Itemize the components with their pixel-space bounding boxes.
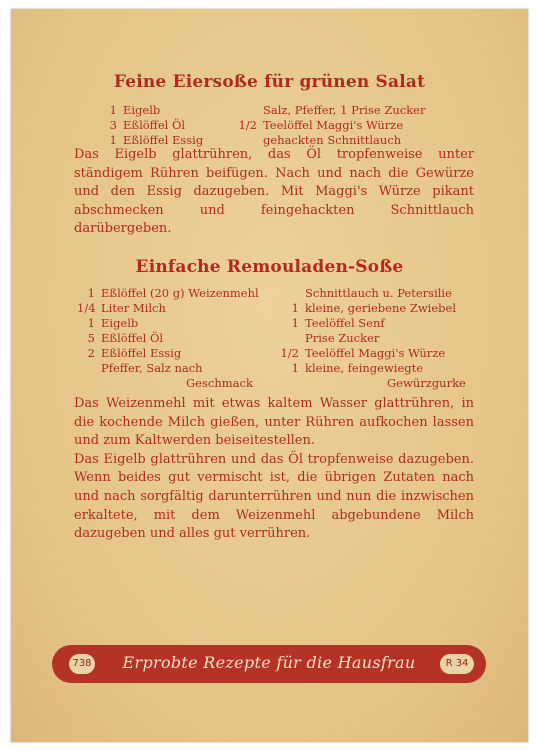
ingredient-row: Geschmack [186, 376, 253, 390]
ingredient-row: 1 Eßlöffel (20 g) Weizenmehl [87, 286, 259, 300]
ingredient-row: 1/4 Liter Milch [77, 301, 166, 315]
recipe-title-remoulade: Einfache Remouladen-Soße [135, 257, 404, 277]
ingredient-row: Pfeffer, Salz nach [101, 361, 203, 375]
ingredient-row: 1 Eigelb [109, 103, 161, 117]
ingredient-row: 1 Eßlöffel Essig [109, 133, 204, 147]
ingredients-left-1 [103, 103, 203, 148]
ingredient-row: 1 Teelöffel Senf [291, 316, 385, 330]
ingredient-row: 1 kleine, feingewiegte [291, 361, 424, 375]
ingredient-row: 1/2 Teelöffel Maggi's Würze [280, 346, 446, 360]
ingredient-row: Gewürzgurke [387, 376, 466, 390]
ingredients-right-2 [279, 286, 466, 391]
ingredients-left-2 [77, 286, 259, 391]
ingredient-row: Salz, Pfeffer, 1 Prise Zucker [263, 103, 426, 117]
ingredient-row: 1/2 Teelöffel Maggi's Würze [238, 118, 404, 132]
ingredient-row: 5 Eßlöffel Öl [87, 331, 164, 345]
instruction-paragraph: Das Eigelb glattrühren und das Öl tropfenweise dazugeben. Wenn beides gut vermischt ist, die übrigen Zutaten nach und nach sorgfältig darunterrühren und nun die inzwischen erkaltete, mit dem Weizenmehl abgebundene Milch dazugeben und alles gut verrühren. [74, 451, 474, 542]
ingredients-right-1 [237, 103, 425, 148]
instruction-paragraph: Das Weizenmehl mit etwas kaltem Wasser glattrühren, in die kochende Milch gießen, unter Rühren aufkochen lassen und zum Kaltwerden beiseitestellen. [74, 396, 474, 449]
ingredient-row: Schnittlauch u. Petersilie [305, 286, 452, 300]
recipe-card [11, 9, 528, 742]
ingredient-row: 1 kleine, geriebene Zwiebel [291, 301, 456, 315]
ingredient-row: 2 Eßlöffel Essig [87, 346, 182, 360]
recipe-instructions-2 [74, 395, 474, 544]
card-number-badge: 738 [69, 654, 95, 674]
ingredient-row: 3 Eßlöffel Öl [109, 118, 186, 132]
ingredient-row: 1 Eigelb [87, 316, 139, 330]
ingredient-row: gehackten Schnittlauch [263, 133, 402, 147]
ingredient-row: Prise Zucker [305, 331, 380, 345]
footer-slogan: Erprobte Rezepte für die Hausfrau [122, 653, 416, 672]
card-code-badge: R 34 [440, 654, 474, 674]
footer-band [52, 645, 486, 683]
recipe-instructions-1: Das Eigelb glattrühren, das Öl tropfenweise unter ständigem Rühren beifügen. Nach und nach die Gewürze und den Essig dazugeben. Mit Maggi's Würze pikant abschmecken und feingehackten Schnittlauch darübergeben. [74, 147, 474, 237]
recipe-title-eiersosse: Feine Eiersoße für grünen Salat [113, 72, 426, 92]
